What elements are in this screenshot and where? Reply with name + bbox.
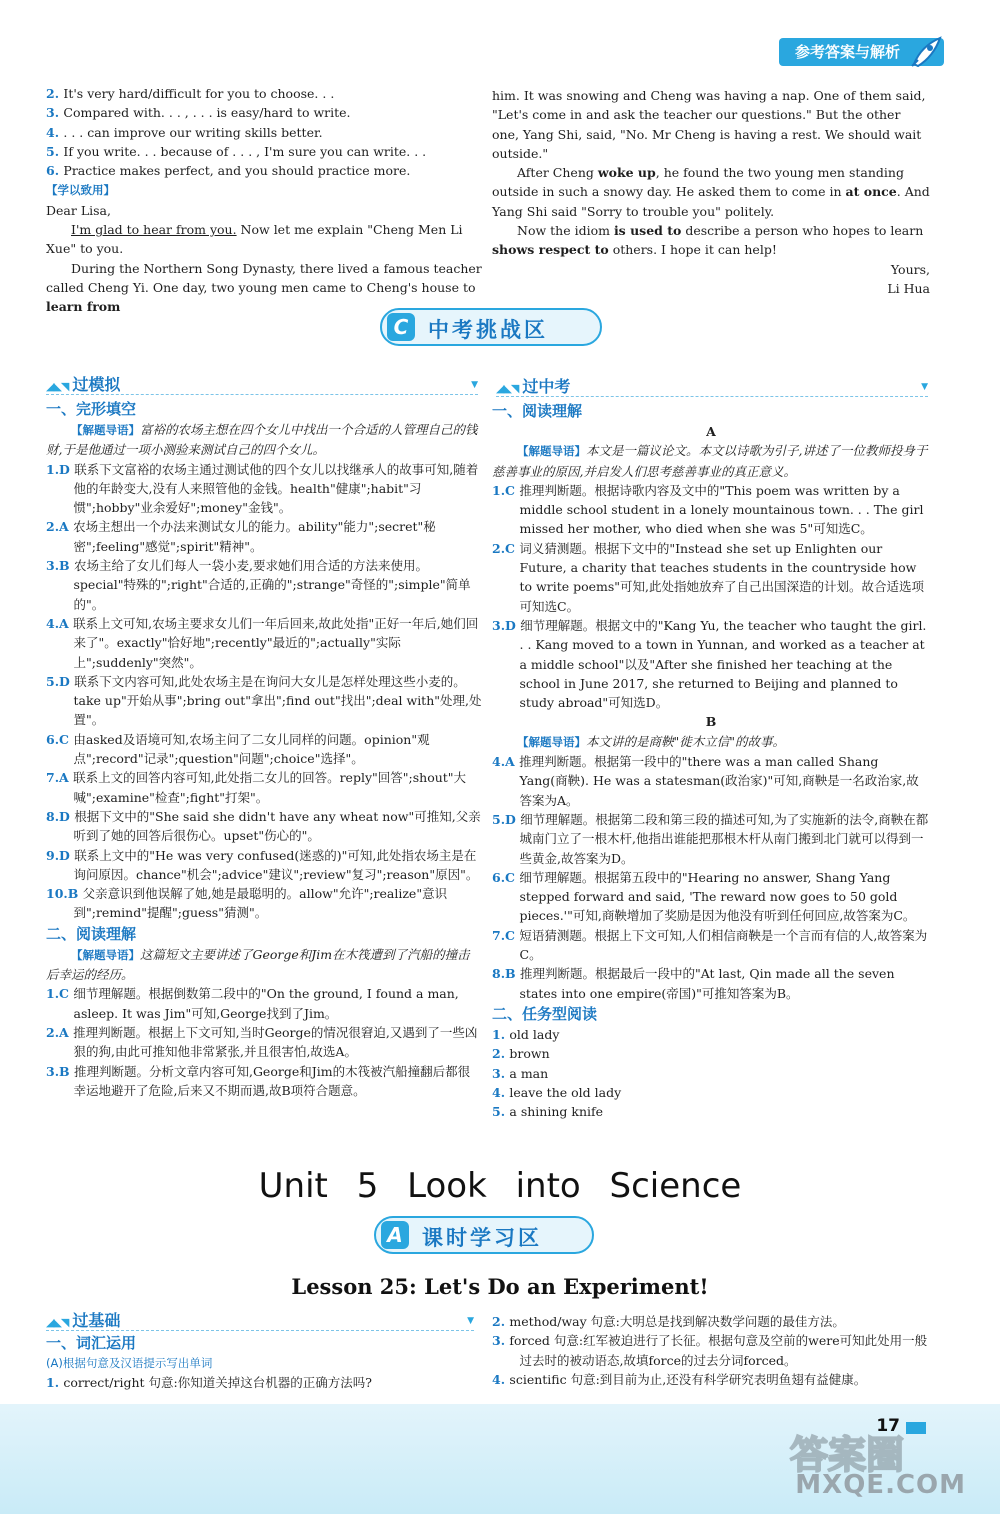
answer-number: 4.A [492, 754, 520, 770]
answer-text: 短语猜测题。根据上下文可知,人们相信商鞅是一个言而有信的人,故答案为C。 [519, 927, 928, 963]
answer-text: If you write. . . because of . . . , I'm sure you can write. . . [63, 143, 427, 159]
passage-a-label: A [706, 424, 716, 439]
answer-item [46, 614, 482, 672]
answer-number: 1. [492, 1026, 510, 1042]
answer-item [492, 868, 930, 926]
zone-c-label: 中考挑战区 [428, 318, 548, 342]
answer-text: 推理判断题。分析文章内容可知,George和Jim的木筏被汽船撞翻后都很幸运地避开了危险,后来又不期而遇,故B项符合题意。 [73, 1063, 471, 1098]
answer-number: 7.C [492, 927, 520, 943]
svg-text:答案圈: 答案圈 [790, 1433, 905, 1477]
answer-number: 4.A [46, 615, 74, 631]
answer-text: Practice makes perfect, and you should practice more. [63, 163, 411, 179]
letter-sign-name: Li Hua [887, 280, 930, 296]
answer-text: 由asked及语境可知,农场主问了二女儿同样的问题。opinion"观点";record"记录";question"问题";choice"选择"。 [73, 731, 430, 767]
subhead-task-reading: 二、任务型阅读 [492, 1004, 598, 1023]
answer-text: 联系下文内容可知,此处农场主是在询问大女儿是怎样处理这些小麦的。take up"开始从事";bring out"拿出";find out"找出";deal with"处理,处置"。 [73, 673, 482, 728]
answer-number: 5. [492, 1104, 510, 1120]
answer-text: forced 句意:红军被迫进行了长征。根据句意及空前的were可知此处用一般过去时的被动语态,故填force的过去分词forced。 [509, 1333, 928, 1368]
answer-text: 细节理解题。根据文中的"Kang Yu, the teacher who taught the girl. . . Kang moved to a town in Yunnan, and worked as a teacher at a middle school"以及"After she finished her teaching at the school in June 2017, she returned to Beijing and planned to study abroad"可知选D。 [519, 617, 927, 711]
answer-text: It's very hard/difficult for you to choose. . . [63, 86, 335, 101]
letter-paragraph-4: After Cheng woke up, he found the two young men standing outside in such a snowy day. He asked them to come in at once. And Yang Shi said "Sorry to trouble you" politely. [492, 165, 930, 219]
answer-number: 2. [492, 1046, 510, 1062]
zone-a-label: 课时学习区 [422, 1226, 542, 1250]
answer-text: scientific 句意:到目前为止,还没有科学研究表明鱼翅有益健康。 [509, 1371, 867, 1387]
answer-number: 3.B [46, 558, 74, 574]
answer-text: 联系上文可知,农场主要求女儿们一年后回来,故此处指"正好一年后,她们回来了"。exactly"恰好地";recently"最近的";actually"实际上";suddenly"突然"。 [73, 615, 479, 670]
answer-number: 1. [46, 1375, 64, 1391]
task-reading-answers [492, 1025, 930, 1121]
unit-title: Unit 5 Look into Science [258, 1166, 742, 1206]
answer-item [46, 807, 482, 846]
answer-item [492, 752, 930, 810]
answer-number: 9.D [46, 847, 75, 863]
answer-number: 2.A [46, 1024, 74, 1040]
zone-c-letter: C [387, 313, 415, 341]
answer-item [492, 1370, 930, 1389]
left-section-body [46, 398, 482, 1100]
answer-number: 3. [492, 1065, 510, 1081]
answer-item [492, 1064, 930, 1083]
answer-text: . . . can improve our writing skills better. [63, 124, 323, 140]
answer-number: 5. [46, 143, 64, 159]
answer-number: 3.D [492, 617, 521, 633]
answer-number: 2. [492, 1314, 510, 1329]
answer-item [46, 84, 482, 103]
answer-text: a man [509, 1065, 549, 1081]
answer-item [46, 1023, 482, 1062]
answer-item [46, 768, 482, 807]
answer-text: 推理判断题。根据第一段中的"there was a man called Shang Yang(商鞅). He was a statesman(政治家)"可知,商鞅是一名政治家,故答案为A。 [519, 754, 919, 808]
answer-item [46, 846, 482, 885]
answer-item [46, 142, 482, 161]
answer-number: 10.B [46, 886, 83, 902]
subhead-reading-comprehension: 一、阅读理解 [492, 402, 583, 420]
answer-item [46, 460, 482, 518]
answer-text: 根据下文中的"She said she didn't have any wheat now"可推知,父亲听到了她的回答后很伤心。upset"伤心的"。 [73, 808, 481, 844]
answer-number: 5.D [46, 673, 75, 689]
answer-item [492, 1331, 930, 1370]
answer-number: 1.D [46, 461, 75, 477]
answer-item [492, 964, 930, 1003]
right-section-body [492, 400, 930, 1121]
reading-guide: 【解题导语】这篇短文主要讲述了George和Jim在木筏遭到了汽船的撞击后幸运的经历。 [46, 946, 470, 983]
rocket-icon [906, 32, 946, 72]
answer-item [46, 984, 482, 1023]
bottom-right-body [492, 1312, 930, 1389]
cloze-guide: 【解题导语】富裕的农场主想在四个女儿中找出一个合适的人管理自己的钱财,于是他通过一项小测验来测试自己的四个女儿。 [46, 422, 478, 458]
answer-text: brown [509, 1046, 550, 1062]
answer-item [46, 556, 482, 614]
answer-number: 4. [46, 124, 64, 140]
watermark-url: MXQE.COM [795, 1470, 966, 1500]
answer-text: 词义猜测题。根据下文中的"Instead she set up Enlighten our Future, a charity that teaches students in the countryside how to write poems"可知,此处指她放弃了自己出国深造的计划。故合适选项可知选C。 [519, 540, 925, 614]
answer-number: 8.B [492, 966, 520, 982]
letter-paragraph-5: Now the idiom is used to describe a person who hopes to learn shows respect to others. I hope it can help! [492, 223, 924, 258]
answer-item [46, 1373, 482, 1392]
section-head-zhongkao: ◢◣◥ 过中考 ▼ [496, 374, 928, 397]
answer-number: 5.D [492, 811, 521, 827]
answer-number: 6.C [492, 869, 520, 885]
answer-text: 推理判断题。根据上下文可知,当时George的情况很窘迫,又遇到了一些凶狠的狗,由此可推知他非常紧张,并且很害怕,故选A。 [73, 1024, 478, 1060]
letter-greeting: Dear Lisa, [46, 202, 111, 218]
answer-text: 联系上文中的"He was very confused(迷惑的)"可知,此处指农场主是在询问原因。chance"机会";advice"建议";review"复习";reason"原因"。 [73, 847, 479, 882]
reading-answers [46, 984, 482, 1100]
wing-icon: ◢◣◥ [46, 1316, 69, 1329]
answer-text: 农场主想出一个办法来测试女儿的能力。ability"能力";secret"秘密";feeling"感觉";spirit"精神"。 [73, 519, 436, 554]
answer-text: 细节理解题。根据第二段和第三段的描述可知,为了实施新的法令,商鞅在都城南门立了一根木杆,他指出谁能把那根木杆从南门搬到北门就可以得到一些黄金,故答案为D。 [519, 811, 929, 866]
passage-a-guide: 【解题导语】本文是一篇议论文。本文以诗歌为引子,讲述了一位教师投身于慈善事业的原因,并启发人们思考慈善事业的真正意义。 [492, 443, 928, 479]
answer-number: 4. [492, 1371, 510, 1387]
answer-text: method/way 句意:大明总是找到解决数学问题的最佳方法。 [509, 1314, 845, 1329]
answer-item [492, 1312, 930, 1331]
answer-number: 8.D [46, 808, 75, 824]
passage-b-answers [492, 752, 930, 1003]
vocab-answers-left [46, 1373, 482, 1392]
answer-text: 父亲意识到他误解了她,她是最聪明的。allow"允许";realize"意识到";remind"提醒";guess"猜测"。 [73, 886, 448, 921]
answer-item [46, 123, 482, 142]
top-right-column [492, 86, 930, 298]
answer-text: 细节理解题。根据倒数第二段中的"On the ground, I found a man, asleep. It was Jim"可知,George找到了Jim。 [73, 986, 459, 1021]
answer-item [46, 517, 482, 556]
answer-text: leave the old lady [509, 1084, 622, 1100]
answer-number: 3. [492, 1333, 510, 1349]
wing-icon: ◢◣◥ [496, 382, 519, 395]
answer-number: 2.A [46, 519, 74, 535]
lesson-title: Lesson 25: Let's Do an Experiment! [291, 1274, 709, 1299]
answer-text: 细节理解题。根据第五段中的"Hearing no answer, Shang Yang stepped forward and said, 'The reward now goes to 50 gold pieces.'"可知,商鞅增加了奖励是因为他没有听到任何回应,故答案为C。 [519, 869, 916, 924]
passage-b-guide: 【解题导语】本文讲的是商鞅"徙木立信"的故事。 [517, 733, 785, 749]
triangle-down-icon: ▼ [467, 1316, 474, 1326]
answer-number: 3.B [46, 1063, 74, 1079]
answer-number: 1.C [492, 482, 520, 498]
zone-a-letter: A [381, 1221, 409, 1249]
answer-number: 6.C [46, 731, 74, 747]
answer-number: 6. [46, 163, 64, 179]
answer-key-badge: 参考答案与解析 [779, 38, 944, 66]
answer-text: 推理判断题。根据诗歌内容及文中的"This poem was written by a middle school student in a lonely mountainous town. . . The girl missed her mother, who died when she was 5"可知选C。 [519, 482, 924, 537]
answer-number: 2. [46, 86, 64, 101]
writing-lines [46, 84, 482, 180]
answer-item [492, 481, 930, 539]
answer-number: 2.C [492, 540, 520, 556]
vocab-answers-right [492, 1312, 930, 1389]
section-head-moni: ◢◣◥ 过模拟 ▼ [46, 372, 478, 395]
answer-item [46, 1062, 482, 1101]
bottom-left-body [46, 1332, 482, 1393]
answer-item [492, 1102, 930, 1121]
answer-item [46, 884, 482, 923]
subhead-cloze: 一、完形填空 [46, 400, 137, 418]
passage-a-answers [492, 481, 930, 713]
passage-b-label: B [705, 714, 717, 730]
answer-number: 1.C [46, 986, 74, 1002]
top-left-column [46, 84, 482, 317]
subhead-reading: 二、阅读理解 [46, 924, 137, 943]
answer-text: 联系上文的回答内容可知,此处指二女儿的回答。reply"回答";shout"大喊";examine"检查";fight"打架"。 [73, 770, 467, 805]
answer-item [46, 161, 482, 180]
answer-text: correct/right 句意:你知道关掉这台机器的正确方法吗? [63, 1375, 372, 1391]
answer-item [492, 1025, 930, 1044]
answer-item [492, 926, 930, 965]
answer-item [492, 1044, 930, 1063]
xueyizhiyong-tag: 【学以致用】 [46, 183, 115, 198]
answer-text: 联系下文富裕的农场主通过测试他的四个女儿以找继承人的故事可知,随着他的年龄变大,没有人来照管他的金钱。health"健康";habit"习惯";hobby"业余爱好";money"金钱"。 [73, 461, 479, 516]
letter-paragraph-1: I'm glad to hear from you. Now let me explain "Cheng Men Li Xue" to you. [46, 222, 463, 257]
answer-number: 4. [492, 1084, 510, 1100]
triangle-down-icon: ▼ [921, 382, 928, 392]
answer-item [492, 1083, 930, 1102]
answer-number: 3. [46, 105, 64, 121]
answer-text: a shining knife [509, 1104, 604, 1120]
answer-item [492, 810, 930, 868]
answer-text: 农场主给了女儿们每人一袋小麦,要求她们用合适的方法来使用。special"特殊的";right"合适的,正确的";strange"奇怪的";simple"简单的"。 [73, 558, 471, 612]
answer-text: Compared with. . . , . . . is easy/hard to write. [63, 105, 351, 121]
answer-item [492, 616, 930, 712]
answer-text: old lady [509, 1026, 560, 1042]
zone-c-banner [380, 308, 602, 346]
page-number: 17 [876, 1416, 900, 1436]
section-head-jichu: ◢◣◥ 过基础 ▼ [46, 1308, 474, 1331]
answer-item [46, 730, 482, 769]
zone-a-banner [374, 1216, 594, 1254]
cloze-answers [46, 460, 482, 923]
answer-item [492, 539, 930, 616]
letter-sign-yours: Yours, [890, 261, 930, 277]
vocab-instruction: (A)根据句意及汉语提示写出单词 [46, 1356, 213, 1370]
answer-number: 7.A [46, 770, 74, 786]
wing-icon: ◢◣◥ [46, 380, 69, 393]
letter-paragraph-2: During the Northern Song Dynasty, there lived a famous teacher called Cheng Yi. One day, two young men came to Cheng's house to learn from [46, 260, 482, 315]
answer-text: 推理判断题。根据最后一段中的"At last, Qin made all the seven states into one empire(帝国)"可推知答案为B。 [519, 966, 895, 1001]
letter-paragraph-3: him. It was snowing and Cheng was having a nap. One of them said, "Let's come in and ask the teacher our questions." But the other one, Yang Shi, said, "No. Mr Cheng is having a rest. We should wait outside." [492, 88, 926, 161]
triangle-down-icon: ▼ [471, 380, 478, 390]
answer-item [46, 672, 482, 730]
answer-item [46, 103, 482, 122]
subhead-vocab: 一、词汇运用 [46, 1334, 137, 1352]
